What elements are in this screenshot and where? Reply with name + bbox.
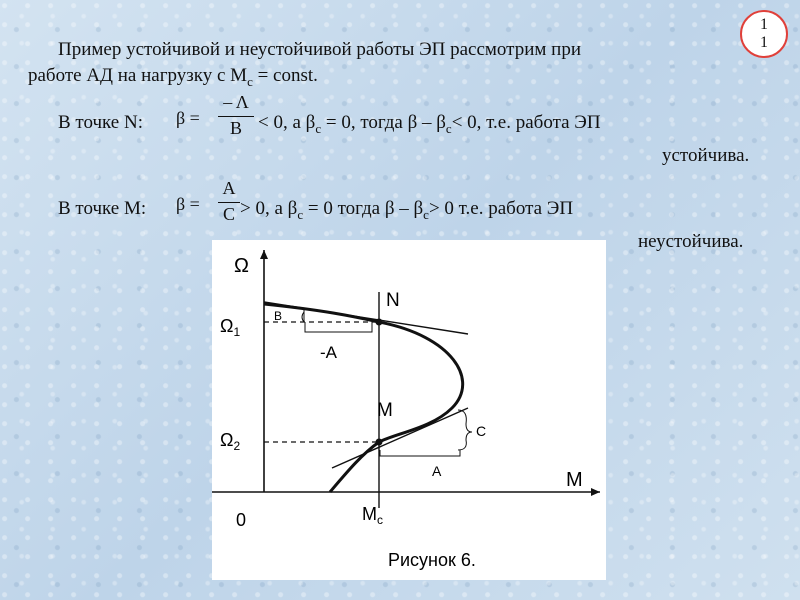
a-bracket	[380, 450, 460, 456]
point-m-result: неустойчива.	[638, 231, 744, 252]
slide-number-badge	[740, 10, 788, 58]
intro-line-2-text: работе АД на нагрузку с М	[28, 65, 248, 86]
intro-line-2-sub: с	[247, 73, 253, 89]
intro-line-1: Пример устойчивой и неустойчивой работы ЭП рассмотрим при	[58, 39, 581, 60]
point-m-cond-2-sub: с	[423, 206, 429, 222]
point-m-cond-1: > 0, а β	[240, 198, 298, 219]
omega1-label	[220, 316, 240, 339]
mc-subscript: c	[377, 513, 383, 527]
point-n-marker	[376, 319, 383, 326]
point-n-label: N	[386, 290, 400, 311]
point-m-condition	[240, 198, 573, 226]
omega1-symbol: Ω	[220, 316, 234, 336]
slide-number-digit-2: 1	[760, 34, 768, 51]
point-n-frac-denominator: B	[229, 118, 242, 138]
point-n-result: устойчива.	[662, 145, 750, 166]
tangent-line-n	[264, 302, 468, 334]
intro-line-2	[28, 65, 318, 93]
point-n-cond-1: < 0, а β	[258, 112, 316, 133]
b-label: B	[274, 309, 283, 323]
m-axis-label: M	[566, 469, 583, 491]
figure-6	[212, 240, 606, 580]
c-brace	[458, 410, 472, 450]
mc-label	[362, 504, 383, 527]
mechanical-characteristic-diagram	[212, 240, 606, 580]
point-m-marker	[376, 439, 383, 446]
omega2-subscript: 2	[233, 439, 241, 453]
point-n-cond-1-sub: с	[315, 120, 322, 136]
point-m-frac-bar	[218, 202, 240, 203]
point-n-cond-2: = 0, тогда β – β	[321, 112, 446, 133]
a-label: A	[432, 463, 442, 479]
point-m-label: В точке М:	[58, 198, 147, 219]
point-n-frac-bar	[218, 116, 254, 117]
point-n-condition	[258, 112, 601, 140]
tangent-line-m	[332, 408, 468, 468]
point-n-fraction	[176, 92, 256, 142]
point-m-label: M	[377, 400, 393, 421]
point-m-cond-3: > 0 т.е. работа ЭП	[428, 198, 574, 219]
point-m-cond-1-sub: с	[297, 206, 304, 222]
mc-symbol: M	[362, 504, 377, 524]
neg-a-label: -A	[320, 343, 337, 362]
intro-line-2-end: = const.	[252, 65, 318, 86]
omega2-label	[220, 430, 240, 453]
omega1-subscript: 1	[233, 325, 241, 339]
point-m-frac-lhs: β =	[176, 194, 200, 214]
point-n-cond-3: < 0, т.е. работа ЭП	[451, 112, 601, 133]
slide-number-digit-1: 1	[760, 16, 768, 33]
point-n-label: В точке N:	[58, 112, 143, 133]
point-m-fraction	[176, 178, 246, 228]
point-n-frac-lhs: β =	[176, 108, 200, 128]
neg-a-bracket	[305, 322, 372, 332]
figure-caption: Рисунок 6.	[388, 550, 476, 570]
point-n-cond-2-sub: с	[445, 120, 452, 136]
omega-axis-label: Ω	[234, 255, 249, 277]
origin-label: 0	[236, 510, 247, 530]
c-label: C	[476, 423, 487, 439]
point-m-frac-denominator: C	[222, 204, 235, 224]
point-n-frac-numerator: – Λ	[223, 92, 249, 112]
point-m-frac-numerator: A	[222, 178, 236, 198]
omega2-symbol: Ω	[220, 430, 234, 450]
point-m-cond-2: = 0 тогда β – β	[303, 198, 424, 219]
